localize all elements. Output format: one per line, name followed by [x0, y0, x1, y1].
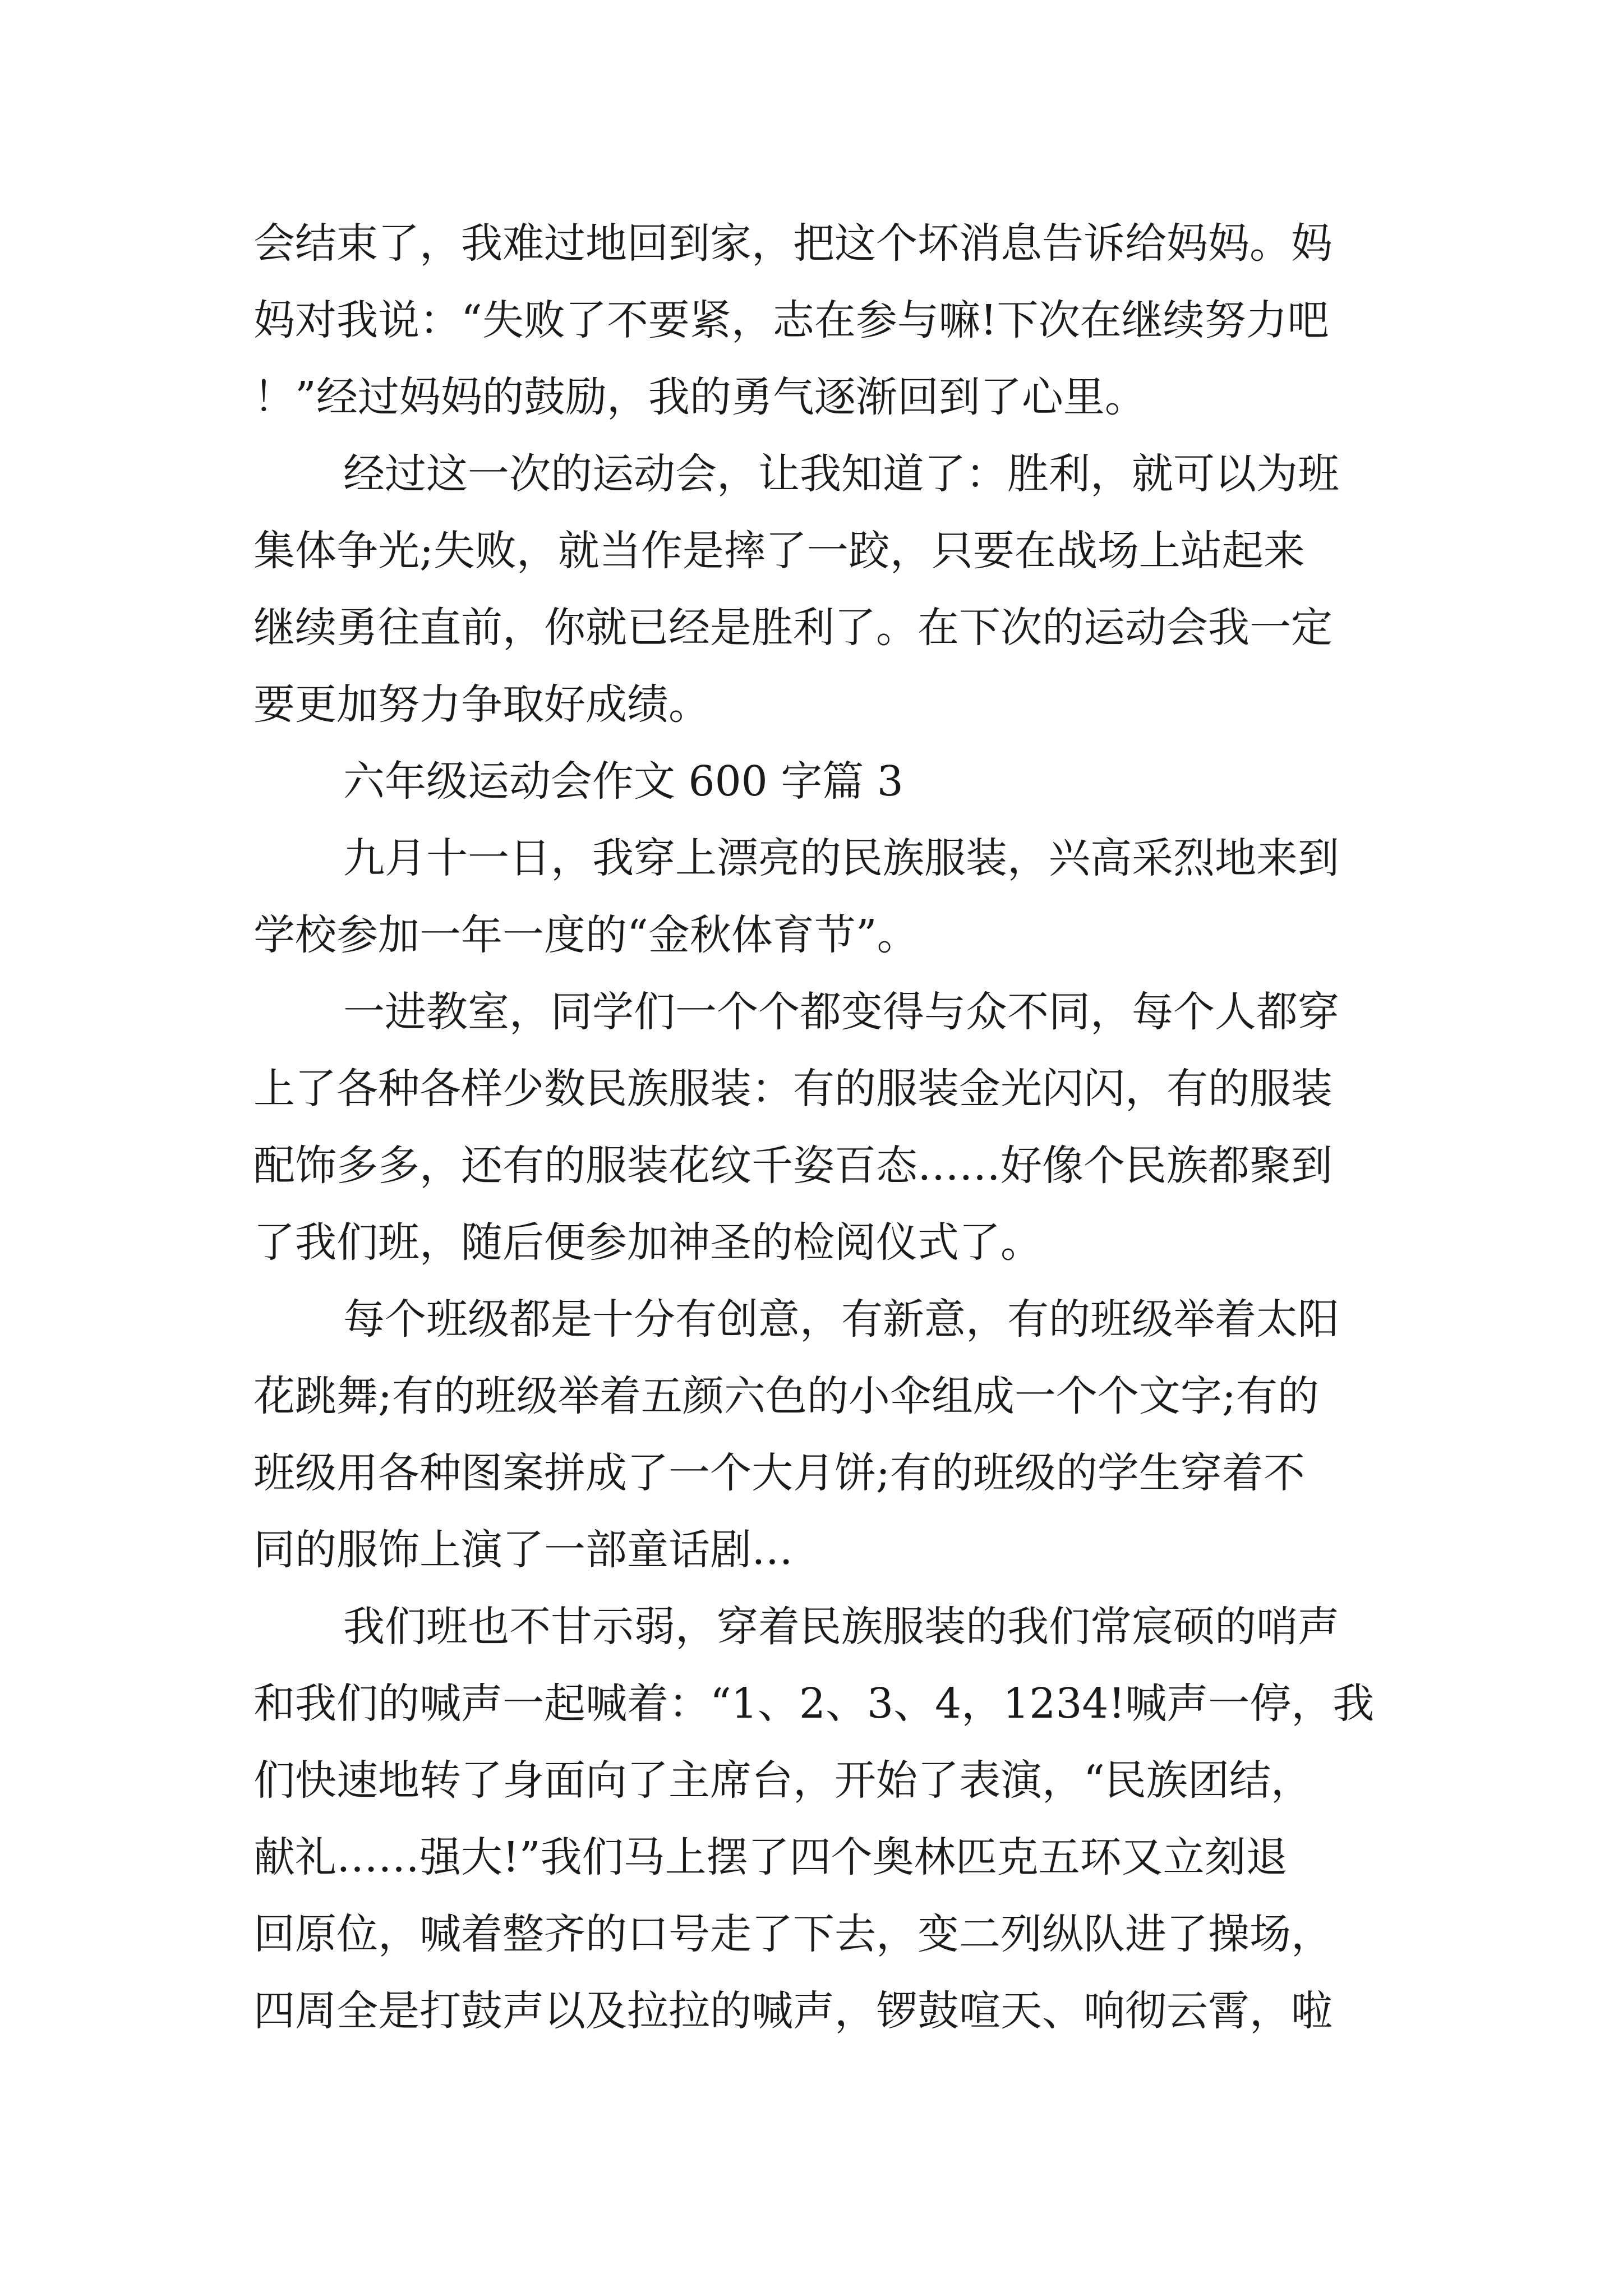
paragraph-start-line: 每个班级都是十分有创意，有新意，有的班级举着太阳 [343, 1295, 1339, 1343]
text-line: 配饰多多，还有的服装花纹千姿百态……好像个民族都聚到 [253, 1142, 1332, 1190]
paragraph-start-line: 九月十一日，我穿上漂亮的民族服装，兴高采烈地来到 [343, 834, 1339, 882]
paragraph-start-line: 我们班也不甘示弱，穿着民族服装的我们常宸硕的哨声 [343, 1603, 1339, 1651]
paragraph-start-line: 经过这一次的运动会，让我知道了：胜利，就可以为班 [343, 450, 1339, 498]
text-line: 同的服饰上演了一部童话剧… [253, 1526, 793, 1574]
text-line: 学校参加一年一度的“金秋体育节”。 [253, 911, 919, 959]
text-line: 四周全是打鼓声以及拉拉的喊声，锣鼓喧天、响彻云霄，啦 [253, 1987, 1332, 2035]
text-line: 集体争光;失败，就当作是摔了一跤，只要在战场上站起来 [253, 527, 1305, 575]
text-line: 花跳舞;有的班级举着五颜六色的小伞组成一个个文字;有的 [253, 1372, 1319, 1420]
paragraph-start-line: 一进教室，同学们一个个都变得与众不同，每个人都穿 [343, 988, 1339, 1036]
text-line: 继续勇往直前，你就已经是胜利了。在下次的运动会我一定 [253, 604, 1332, 652]
text-line: 妈对我说：“失败了不要紧，志在参与嘛!下次在继续努力吧 [253, 296, 1329, 344]
text-line: 回原位，喊着整齐的口号走了下去，变二列纵队进了操场， [253, 1910, 1332, 1958]
text-line: 和我们的喊声一起喊着：“1、2、3、4，1234!喊声一停，我 [253, 1680, 1375, 1728]
text-line: 们快速地转了身面向了主席台，开始了表演，“民族团结， [253, 1756, 1312, 1805]
text-line: 要更加努力争取好成绩。 [253, 680, 710, 729]
text-line: 会结束了，我难过地回到家，把这个坏消息告诉给妈妈。妈 [253, 219, 1332, 268]
text-line: ！”经过妈妈的鼓励，我的勇气逐渐回到了心里。 [253, 373, 1146, 421]
text-line: 了我们班，随后便参加神圣的检阅仪式了。 [253, 1218, 1042, 1267]
text-line: 献礼……强大!”我们马上摆了四个奥林匹克五环又立刻退 [253, 1833, 1288, 1881]
text-line: 上了各种各样少数民族服装：有的服装金光闪闪，有的服装 [253, 1065, 1332, 1113]
text-line: 班级用各种图案拼成了一个大月饼;有的班级的学生穿着不 [253, 1449, 1305, 1497]
section-heading: 六年级运动会作文 600 字篇 3 [343, 757, 903, 806]
document-body [253, 205, 1375, 2050]
